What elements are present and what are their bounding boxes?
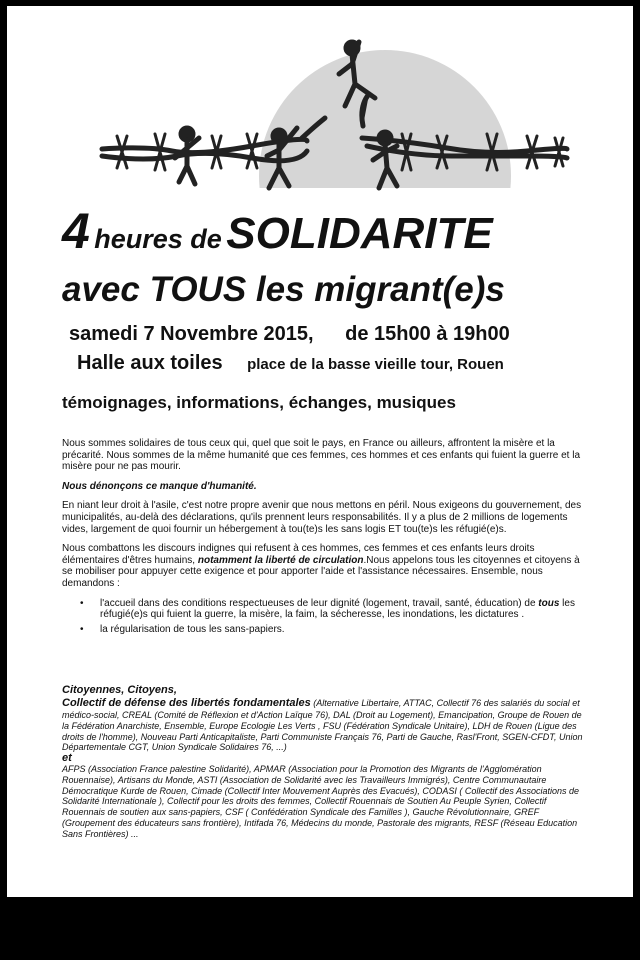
headline-solidarite: SOLIDARITE: [226, 209, 493, 258]
event-address: place de la basse vieille tour, Rouen: [247, 356, 504, 373]
event-venue: Halle aux toiles: [77, 352, 223, 374]
event-date-line: [69, 323, 510, 346]
paragraph-4: Nous combattons les discours indignes qui refusent à ces hommes, ces femmes et ces enfants leurs droits élémentaires d'êtres humains, notamment la liberté de circulation.Nous appelons tous les citoyennes et citoyens à se mobiliser pour appuyer cette exigence et pour apporter l'aide et l'assistance nécessaires. Ensemble, nous demandons :: [62, 543, 580, 589]
headline-heures: heures de: [94, 224, 222, 254]
signatories: [62, 684, 587, 840]
signatories-list-2: AFPS (Association France palestine Solidarité), APMAR (Association pour la Promotion des Migrants de l'Agglomération Rouennaise), Artisans du Monde, ASTI (Association de Solidarité avec les Travailleurs Immigrés), Centre Communautaire Démocratique Kurde de Rouen, Cimade (Collectif Inter Mouvement Auprès des Evacués), CODASI ( Collectif des Associations de Solidarité Internationale ), Collectif pour les droits des femmes, Collectif Rouennais de Soutien Au Peuple Syrien, Collectif Rouennais de soutien aux sans-papiers, CSF ( Confédération Syndicale des Familles ), Gauche Révolutionnaire, GREF (Groupement des éducateurs sans frontière), Intifada 76, Médecins du monde, Pastorale des migrants, RESF (Réseau Education Sans Frontières) ...: [62, 763, 580, 839]
headline-line2: avec TOUS les migrant(e)s: [62, 270, 505, 309]
event-place-line: [77, 352, 504, 375]
barbed-wire-illustration: [7, 6, 633, 201]
headline: [62, 202, 493, 260]
paragraph-3: En niant leur droit à l'asile, c'est notre propre avenir que nous mettons en péril. Nous exigeons du gouvernement, des municipalités, au-delà des déclarations, qu'ils prennent leurs responsabilités. Il y a plus de 2 millions de logements vides, largement de quoi fournir un hébergement à tou(te)s les sans logis ET tou(te)s les réfugié(e)s.: [62, 500, 582, 535]
paragraph-2: Nous dénonçons ce manque d'humanité.: [62, 480, 257, 492]
signatories-et: et: [62, 752, 72, 765]
list-item: • l'accueil dans des conditions respectueuses de leur dignité (logement, travail, santé, éducation) de tous les réfugié(e)s qui fuient la guerre, la misère, la faim, la sécheresse, les inondations, les dictatures .: [100, 598, 582, 621]
headline-number: 4: [62, 203, 90, 259]
list-item: • la régularisation de tous les sans-papiers.: [100, 624, 582, 636]
event-date: samedi 7 Novembre 2015,: [69, 323, 314, 345]
flyer: [7, 6, 633, 897]
demands-list: [62, 598, 582, 636]
subtitle: témoignages, informations, échanges, musiques: [62, 393, 456, 412]
paragraph-1: Nous sommes solidaires de tous ceux qui, quel que soit le pays, en France ou ailleurs, affrontent la misère et la précarité. Nous sommes de la même humanité que ces femmes, ces hommes et ces enfants qui fuient la guerre et la misère pour ne pas mourir.: [62, 438, 581, 473]
signatories-citizens: Citoyennes, Citoyens,: [62, 684, 177, 696]
event-time: de 15h00 à 19h00: [345, 323, 510, 345]
signatories-collectif: Collectif de défense des libertés fondamentales (Alternative Libertaire, ATTAC, Collectif 76 des salariés du social et médico-social, CREAL (Comité de Réflexion et d'Action Laïque 76), DAL (Droit au Logement), Emancipation, Groupe de Rouen de la Fédération Anarchiste, Ensemble, Europe Ecologie Les Verts , FSU (Fédération Syndicale Unitaire), LDH de Rouen (Ligue des droits de l'homme), Nouveau Parti Anticapitaliste, Parti Communiste Français 76, Parti de Gauche, Rasl'Front, SGEN-CFDT, Union Départementale CGT, Union Syndicale Solidaires 76, ...): [62, 697, 583, 753]
body-text: [62, 438, 582, 643]
